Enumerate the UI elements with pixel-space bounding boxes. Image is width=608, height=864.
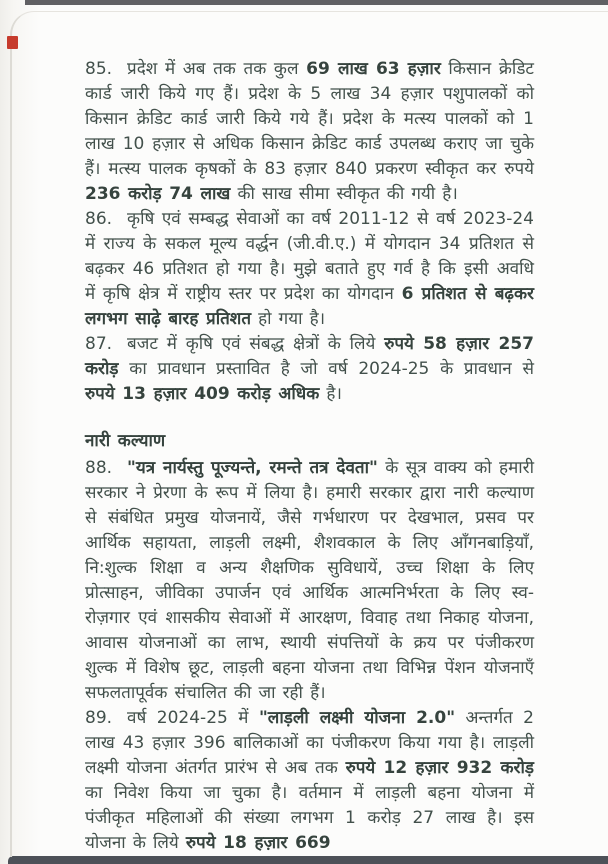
paragraph-86 [85, 207, 534, 332]
bold-text-segment: रुपये 12 हज़ार 932 करोड़ [345, 758, 534, 778]
text-segment: हो गया है। [251, 309, 326, 329]
text-segment: कृषि एवं सम्बद्ध सेवाओं का वर्ष 2011-12 से वर्ष 2023-24 में राज्य के सकल मूल्य वर्द्धन (जी.वी.ए.) में योगदान 34 प्रतिशत से बढ़कर 46 प्रतिशत हो गया है। मुझे बताते हुए गर्व है कि इसी अवधि में कृषि क्षेत्र में राष्ट्रीय स्तर पर प्रदेश का योगदान [85, 209, 534, 304]
document-content [85, 57, 534, 856]
section-heading-nari-kalyan: नारी कल्याण [85, 431, 166, 451]
scan-bottom-edge [8, 856, 608, 864]
paragraph-87 [85, 332, 534, 407]
paragraph-text [85, 209, 534, 329]
text-segment: बजट में कृषि एवं संबद्ध क्षेत्रों के लिये [127, 334, 385, 354]
paragraph-text [85, 334, 534, 404]
text-segment: का प्रावधान प्रस्तावित है जो वर्ष 2024-25 के प्रावधान से [118, 359, 534, 379]
bold-text-segment: 6 प्रतिशत से बढ़कर लगभग साढ़े बारह प्रतिशत [85, 284, 534, 329]
text-segment: की साख सीमा स्वीकृत की गयी है। [230, 184, 458, 204]
paragraph-89 [85, 706, 534, 856]
scan-top-edge [25, 0, 608, 5]
paragraph-text [85, 708, 534, 853]
paragraph-text [85, 458, 534, 703]
text-segment: प्रदेश में अब तक तक कुल [127, 59, 307, 79]
text-segment: वर्ष 2024-25 में [127, 708, 259, 728]
bold-text-segment: 236 करोड़ 74 लाख [85, 184, 231, 204]
paragraph-number: 89. [85, 708, 113, 728]
paragraph-number: 85. [85, 59, 113, 79]
paragraph-88 [85, 456, 534, 706]
text-segment: अन्तर्गत 2 लाख 43 हज़ार 396 बालिकाओं का पंजीकरण किया गया है। लाड़ली लक्ष्मी योजना अंतर्गत प्रारंभ से अब तक [85, 708, 534, 778]
paragraph-number: 86. [85, 209, 113, 229]
text-segment: का निवेश किया जा चुका है। वर्तमान में लाड़ली बहना योजना में पंजीकृत महिलाओं की संख्या लगभग 1 करोड़ 27 लाख है। इस योजना के लिये [85, 783, 534, 853]
text-segment: किसान क्रेडिट कार्ड जारी किये गए हैं। प्रदेश के 5 लाख 34 हज़ार पशुपालकों को किसान क्रेडिट कार्ड जारी किये गये हैं। प्रदेश के मत्स्य पालकों को 1 लाख 10 हज़ार से अधिक किसान क्रेडिट कार्ड उपलब्ध कराए जा चुके हैं। मत्स्य पालक कृषकों के 83 हज़ार 840 प्रकरण स्वीकृत कर रुपये [85, 59, 534, 179]
paragraph-85 [85, 57, 534, 207]
bold-text-segment: रुपये 13 हज़ार 409 करोड़ अधिक [85, 384, 320, 404]
bold-text-segment: "यत्र नार्यस्तु पूज्यन्ते, रमन्ते तत्र देवता" [127, 458, 378, 478]
paragraph-number: 87. [85, 334, 113, 354]
bold-text-segment: "लाड़ली लक्ष्मी योजना 2.0" [258, 708, 456, 728]
text-segment: के सूत्र वाक्य को हमारी सरकार ने प्रेरणा के रूप में लिया है। हमारी सरकार द्वारा नारी कल्याण से संबंधित प्रमुख योजनायें, जैसे गर्भधारण पर देखभाल, प्रसव पर आर्थिक सहायता, लाड़ली लक्ष्मी, शैशवकाल के लिए आँगनबाड़ियाँ, नि:शुल्क शिक्षा व अन्य शैक्षणिक सुविधायें, उच्च शिक्षा के लिए प्रोत्साहन, जीविका उपार्जन एवं आर्थिक आत्मनिर्भरता के लिए स्व-रोज़गार एवं शासकीय सेवाओं में आरक्षण, विवाह तथा निकाह योजना, आवास योजनाओं का लाभ, स्थायी संपत्तियों के क्रय पर पंजीकरण शुल्क में विशेष छूट, लाड़ली बहना योजना तथा विभिन्न पेंशन योजनाएँ सफलतापूर्वक संचालित की जा रही हैं। [85, 458, 534, 703]
paragraph-text [85, 59, 534, 204]
text-segment: है। [319, 384, 342, 404]
paragraph-number: 88. [85, 458, 113, 478]
red-mark [7, 36, 18, 49]
bold-text-segment: रुपये 58 हज़ार 257 करोड़ [85, 334, 534, 379]
bold-text-segment: रुपये 18 हज़ार 669 [185, 833, 331, 853]
bold-text-segment: 69 लाख 63 हज़ार [306, 59, 441, 79]
